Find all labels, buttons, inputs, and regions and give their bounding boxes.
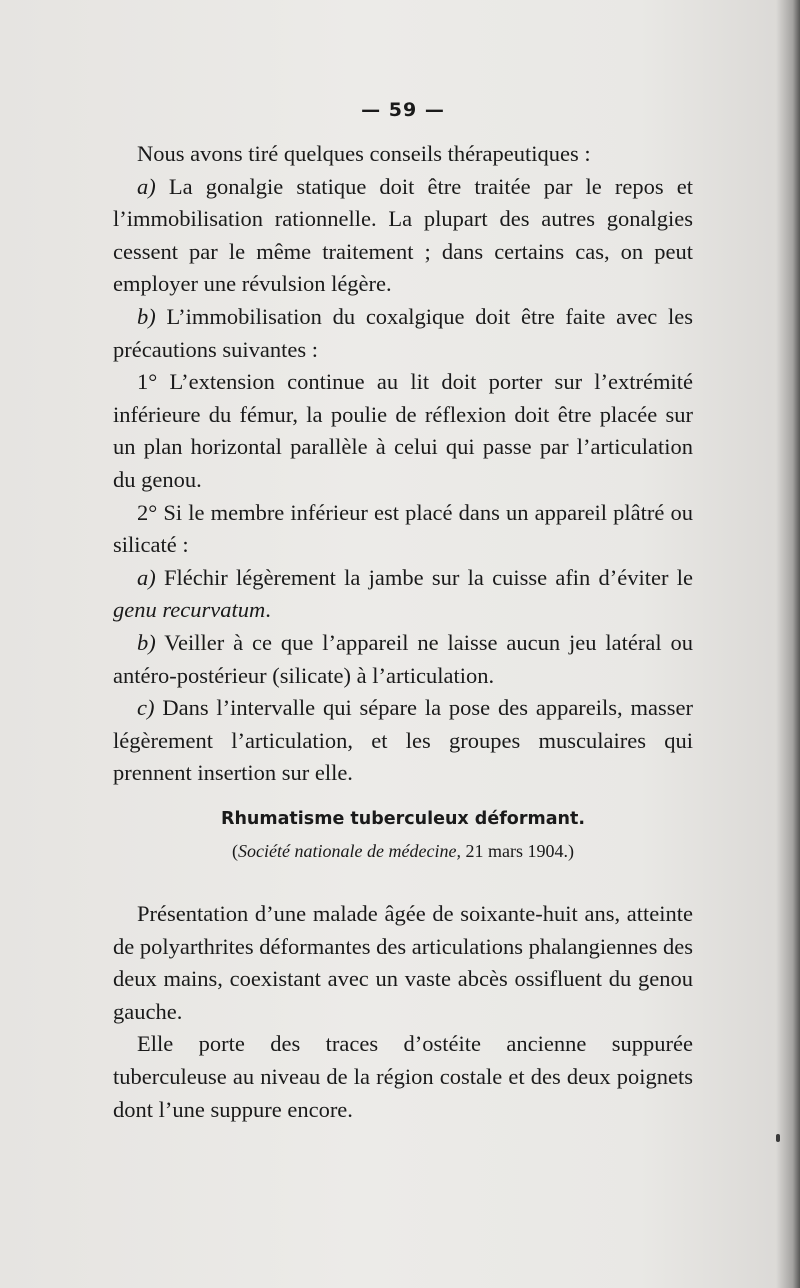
list-item-text: L’immobilisation du coxalgique doit être faite avec les précautions suivantes : xyxy=(113,303,693,362)
list-marker: a) xyxy=(137,173,156,199)
list-item-b xyxy=(113,301,693,366)
sub-item-c xyxy=(113,692,693,790)
citation-date: 21 mars 1904.) xyxy=(460,841,574,861)
intro-paragraph: Nous avons tiré quelques conseils thérapeutiques : xyxy=(137,141,591,166)
case-presentation-section xyxy=(113,898,693,1126)
list-item-text: L’extension continue au lit doit porter sur l’extrémité inférieure du fémur, la poulie de réflexion doit être placée sur un plan horizontal parallèle à celui qui passe par l’articulation du genou. xyxy=(113,369,694,492)
list-item-text: Fléchir légèrement la jambe sur la cuisse afin d’éviter le xyxy=(164,564,693,590)
text-column xyxy=(113,96,693,1126)
list-item-text: La gonalgie statique doit être traitée par le repos et l’immobilisation rationnelle. La plupart des autres gonalgies cessent par le même traitement ; dans certains cas, on peut employer une révulsion légère. xyxy=(113,173,693,297)
list-item-text: Veiller à ce que l’appareil ne laisse aucun jeu latéral ou antéro-postérieur (silicate) à l’articulation. xyxy=(113,629,694,688)
list-item-a xyxy=(113,171,693,301)
list-item-text: Si le membre inférieur est placé dans un appareil plâtré ou silicaté : xyxy=(113,499,693,558)
ink-speck xyxy=(776,1134,780,1142)
case-paragraph-2: Elle porte des traces d’ostéite ancienne suppurée tuberculeuse au niveau de la région costale et des deux poignets dont l’une suppure encore. xyxy=(113,1031,693,1122)
list-marker: a) xyxy=(137,564,156,590)
list-marker: b) xyxy=(137,629,156,655)
list-marker: 2° xyxy=(137,499,158,525)
sub-item-b xyxy=(113,627,693,692)
list-item-text: Dans l’intervalle qui sépare la pose des appareils, masser légèrement l’articulation, et les groupes musculaires qui prennent insertion sur elle. xyxy=(113,695,693,786)
list-marker: c) xyxy=(137,695,155,721)
list-item-2 xyxy=(113,497,693,562)
list-item-text-end: . xyxy=(265,597,271,623)
page-number: — 59 — xyxy=(361,99,445,121)
sub-item-a xyxy=(113,562,693,627)
latin-term: genu recurvatum xyxy=(113,597,266,623)
section-heading: Rhumatisme tuberculeux déformant. xyxy=(221,809,585,829)
list-marker: b) xyxy=(137,303,156,329)
case-paragraph-1: Présentation d’une malade âgée de soixante-huit ans, atteinte de polyarthrites déformantes des articulations phalangiennes des deux mains, coexistant avec un vaste abcès ossifluent du genou gauche. xyxy=(113,901,693,1024)
therapeutic-advice-section xyxy=(113,138,693,790)
citation-open: ( xyxy=(232,841,239,861)
citation-society: Société nationale de médecine, xyxy=(238,841,461,861)
list-marker: 1° xyxy=(137,369,158,395)
list-item-1 xyxy=(113,366,693,496)
page-edge-shadow xyxy=(776,0,800,1288)
source-citation xyxy=(113,836,693,866)
